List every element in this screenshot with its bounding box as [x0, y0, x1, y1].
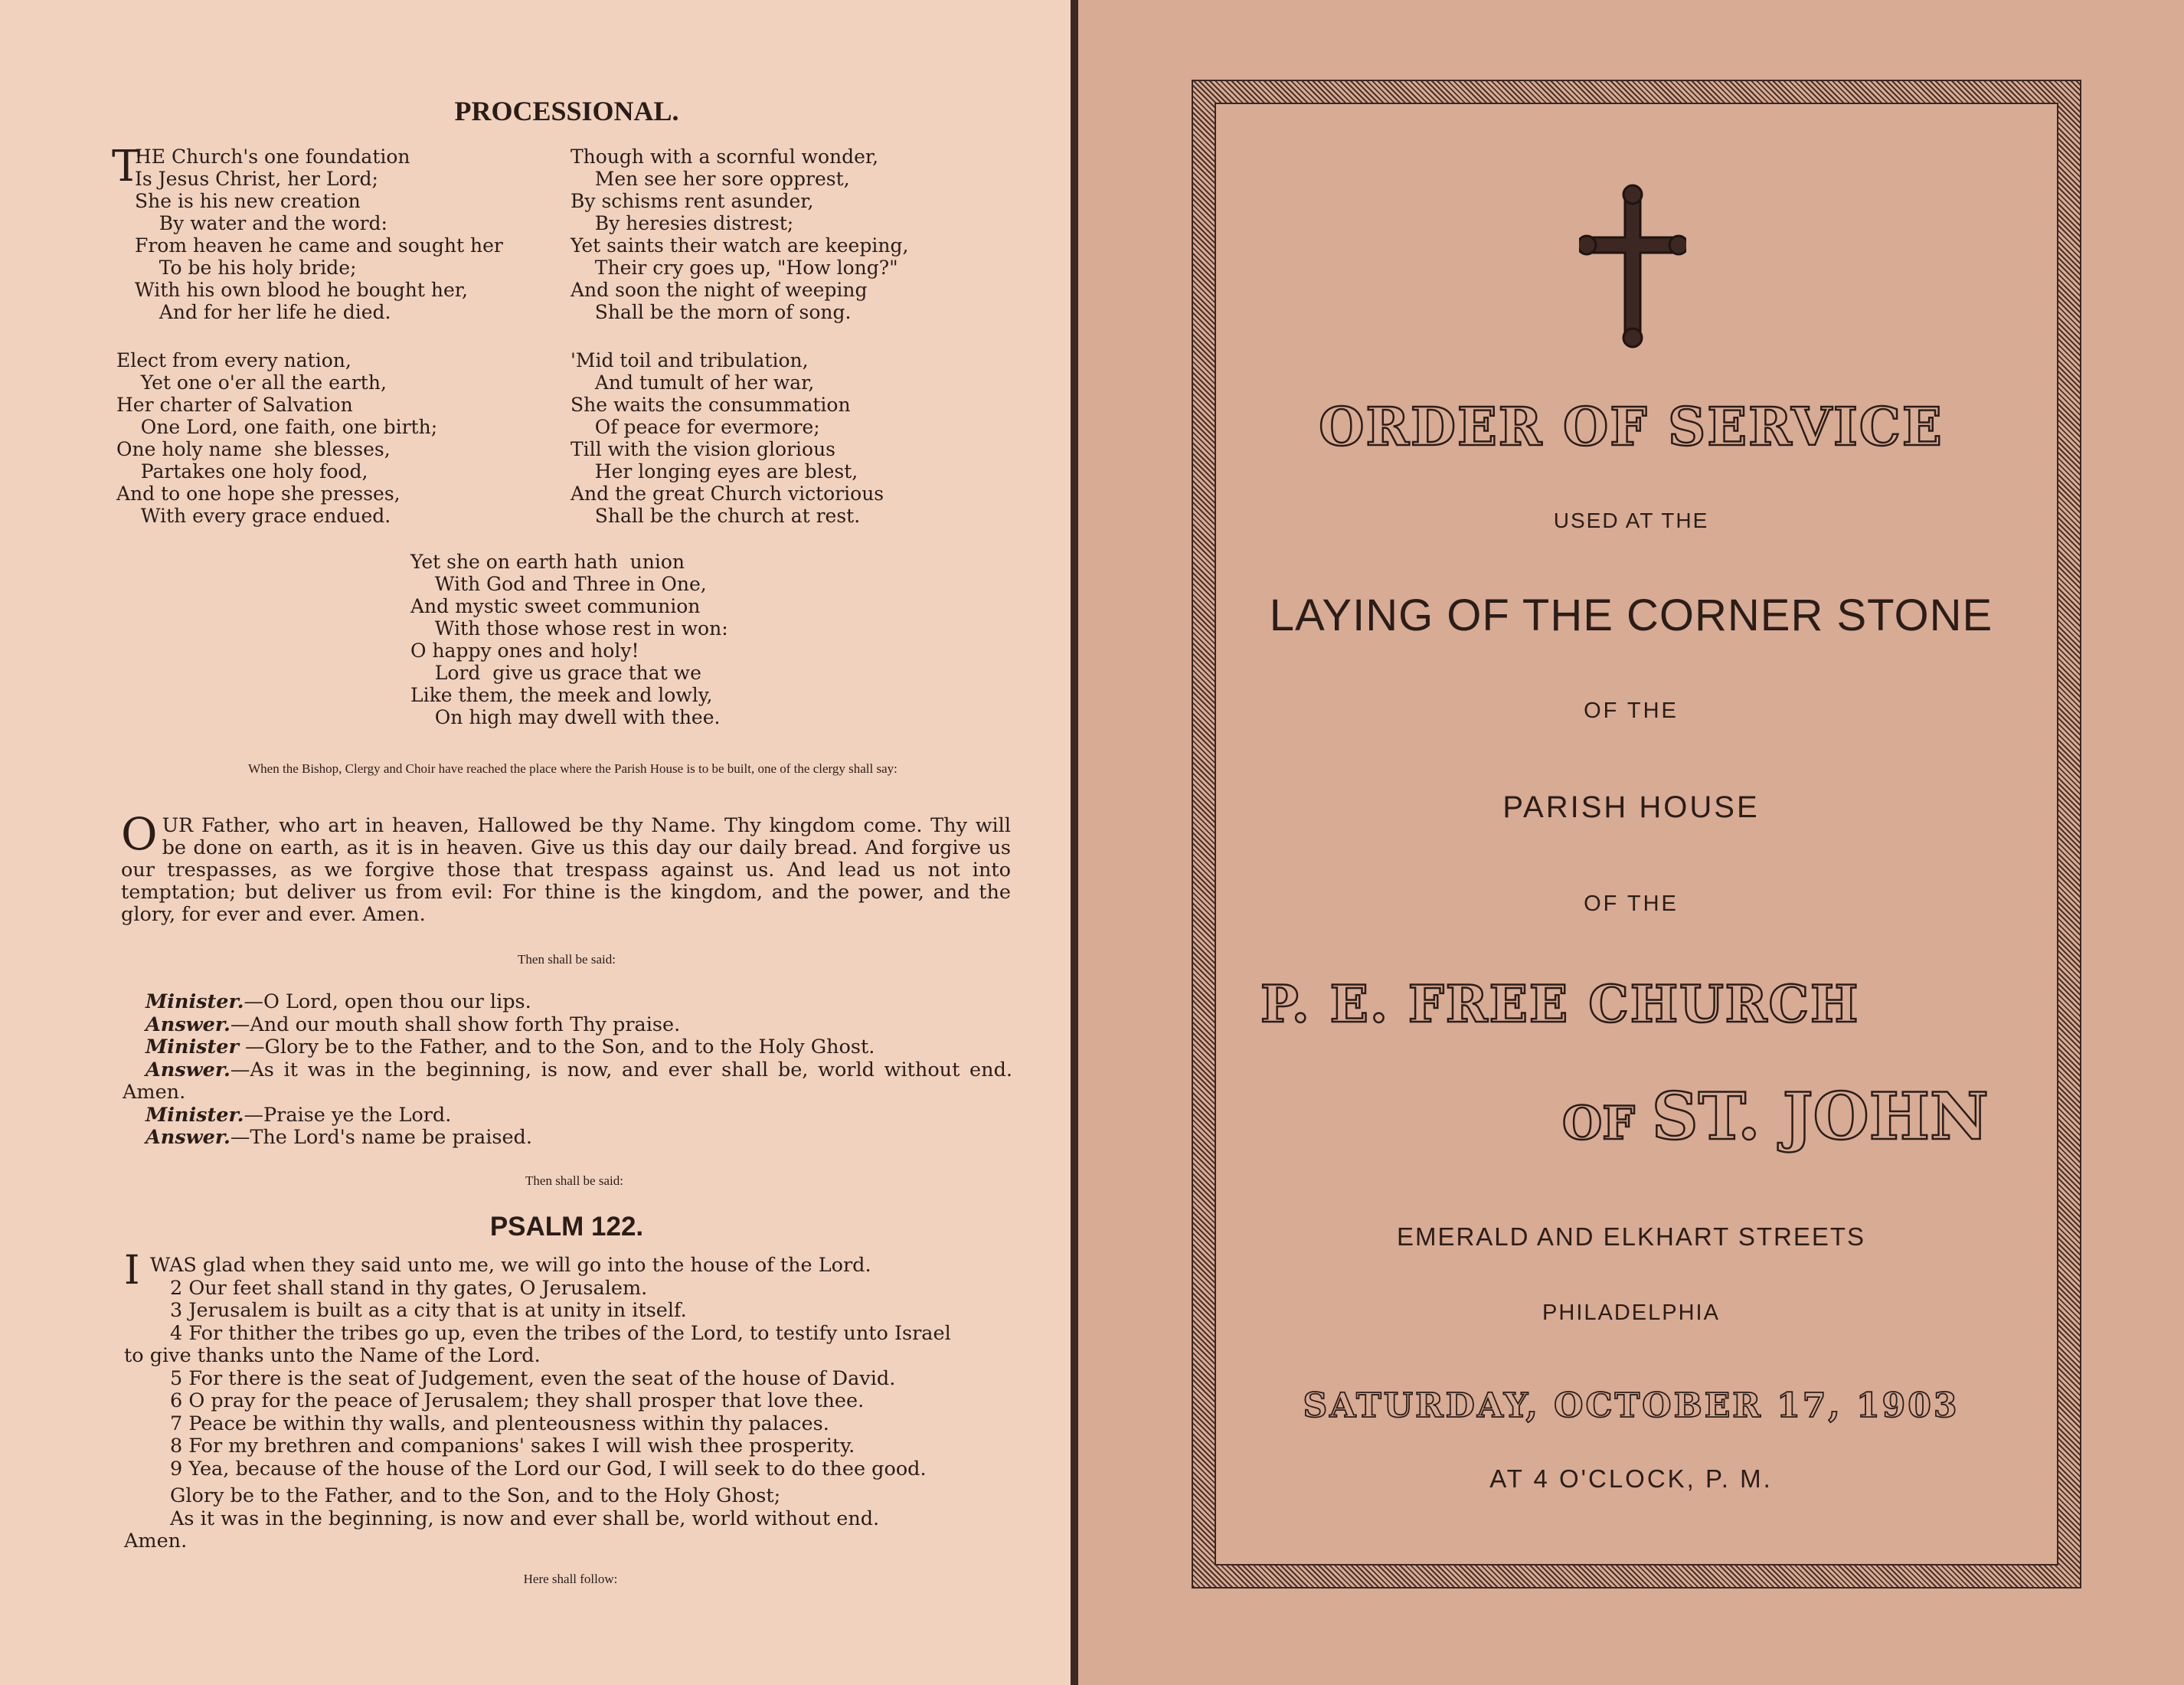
service-date: SATURDAY, OCTOBER 17, 1903: [1303, 1386, 1960, 1425]
title-order-of-service: ORDER OF SERVICE: [1319, 397, 1944, 458]
st-john: ST. JOHN: [1651, 1078, 1989, 1154]
hymn-stanza-2: Elect from every nation, Yet one o'er all the earth, Her charter of Salvation One Lord, one faith, one birth; One holy name she blesses, Partakes one holy food, And to one hope she presses, With every grace endued.: [116, 349, 438, 527]
psalm-verse-3: 3 Jerusalem is built as a city that is at unity in itself.: [170, 1299, 687, 1322]
rubric-then-said-1: Then shall be said:: [518, 952, 616, 967]
dropcap-t: T: [112, 142, 141, 191]
used-at-the: USED AT THE: [1553, 509, 1709, 532]
psalm-verse-2: 2 Our feet shall stand in thy gates, O Jerusalem.: [170, 1276, 648, 1300]
stanza-1-lines: Is Jesus Christ, her Lord; She is his new creation By water and the word: From heaven he came and sought her To be his holy bride; With his own blood he bought her, And for her life he died.: [135, 168, 503, 323]
of-the-2: OF THE: [1584, 892, 1679, 916]
hymn-stanza-1: [112, 142, 503, 323]
dropcap-i: I: [124, 1248, 140, 1294]
city: PHILADELPHIA: [1542, 1301, 1720, 1325]
gloria-1: Glory be to the Father, and to the Son, and to the Holy Ghost;: [170, 1484, 781, 1507]
cover-page: [1078, 0, 2184, 1685]
psalm-verse-5: 5 For there is the seat of Judgement, even the seat of the house of David.: [170, 1366, 896, 1390]
processional-title: PROCESSIONAL.: [454, 96, 679, 126]
role-answer: Answer.: [145, 1126, 230, 1149]
rubric-here-follow: Here shall follow:: [523, 1572, 618, 1586]
versicle-1: [123, 991, 1012, 1014]
psalm-verse-8: 8 For my brethren and companions' sakes I will wish thee prosperity.: [170, 1435, 855, 1458]
lords-prayer-text: UR Father, who art in heaven, Hallowed be thy Name. Thy kingdom come. Thy will be done on earth, as it is in heaven. Give us this day our daily bread. And forgive us our trespasses, as we forgive those that trespass against us. And lead us not into temptation; but deliver us from evil: For thine is the kingdom, and the power, and the glory, for ever and ever. Amen.: [121, 814, 1011, 926]
parish-house: PARISH HOUSE: [1502, 790, 1760, 824]
psalm-verse-9: 9 Yea, because of the house of the Lord our God, I will seek to do thee good.: [170, 1457, 927, 1481]
role-answer: Answer.: [145, 1013, 230, 1036]
psalm-verse-text: WAS glad when they said unto me, we will go into the house of the Lord.: [150, 1254, 871, 1277]
gloria-amen: Amen.: [124, 1530, 188, 1552]
versicle-text: —And our mouth shall show forth Thy praise.: [230, 1013, 681, 1036]
versicle-text: —Praise ye the Lord.: [244, 1103, 452, 1127]
versicle-text: —As it was in the beginning, is now, and ever shall be, world without end. Amen.: [123, 1058, 1012, 1104]
hymn-stanza-5: Yet she on earth hath union With God and Three in One, And mystic sweet communion With those whose rest in won: O happy ones and holy! Lord give us grace that we Like them, the meek and lowly, On high may dwell with thee.: [410, 551, 728, 728]
versicle-text: —The Lord's name be praised.: [230, 1126, 532, 1149]
versicle-6: [123, 1127, 1012, 1150]
hymn-stanza-4: 'Mid toil and tribulation, And tumult of her war, She waits the consummation Of peace for evermore; Till with the vision glorious Her longing eyes are blest, And the great Church victorious Shall be the church at rest.: [571, 349, 884, 527]
psalm-verse-7: 7 Peace be within thy walls, and plenteousness within thy palaces.: [170, 1412, 829, 1435]
street-address: EMERALD AND ELKHART STREETS: [1396, 1222, 1866, 1251]
versicles: [123, 991, 1012, 1150]
cross-icon: [1579, 184, 1686, 348]
left-page: [0, 0, 1071, 1685]
church-name-line2: [1562, 1078, 1989, 1154]
rubric-bishop: When the Bishop, Clergy and Choir have reached the place where the Parish House is to be built, one of the clergy shall say:: [248, 761, 897, 776]
psalm-title: PSALM 122.: [489, 1212, 644, 1242]
dropcap-o: O: [121, 808, 158, 860]
psalm-verse-6: 6 O pray for the peace of Jerusalem; they shall prosper that love thee.: [170, 1389, 865, 1412]
lords-prayer: [121, 808, 1011, 926]
role-answer: Answer.: [145, 1058, 230, 1081]
page-gutter: [1071, 0, 1078, 1685]
versicle-5: [123, 1104, 1012, 1127]
versicle-text: —O Lord, open thou our lips.: [244, 990, 531, 1013]
service-time: AT 4 O'CLOCK, P. M.: [1489, 1464, 1773, 1493]
of-word: OF: [1562, 1097, 1635, 1150]
psalm-verse-4-wrap: to give thanks unto the Name of the Lord.: [124, 1344, 541, 1367]
psalm-verse-4: 4 For thither the tribes go up, even the tribes of the Lord, to testify unto Israel: [170, 1321, 951, 1345]
stanza-1-first-line: HE Church's one foundation: [135, 146, 410, 168]
gloria-2: As it was in the beginning, is now and ever shall be, world without end.: [170, 1507, 880, 1530]
role-minister: Minister: [145, 1036, 239, 1058]
versicle-3: [123, 1036, 1012, 1059]
psalm-122: [124, 1248, 1014, 1553]
church-name-line1: P. E. FREE CHURCH: [1260, 974, 1860, 1034]
laying-corner-stone: LAYING OF THE CORNER STONE: [1269, 591, 1993, 640]
versicle-4: [123, 1059, 1012, 1104]
role-minister: Minister.: [145, 1103, 244, 1127]
hymn-stanza-3: Though with a scornful wonder, Men see her sore opprest, By schisms rent asunder, By heresies distrest; Yet saints their watch are keeping, Their cry goes up, "How long?" And soon the night of weeping Shall be the morn of song.: [571, 146, 909, 323]
rubric-then-said-2: Then shall be said:: [525, 1173, 623, 1188]
versicle-2: [123, 1014, 1012, 1037]
of-the-1: OF THE: [1584, 699, 1679, 723]
role-minister: Minister.: [145, 990, 244, 1013]
versicle-text: —Glory be to the Father, and to the Son, and to the Holy Ghost.: [238, 1036, 875, 1058]
